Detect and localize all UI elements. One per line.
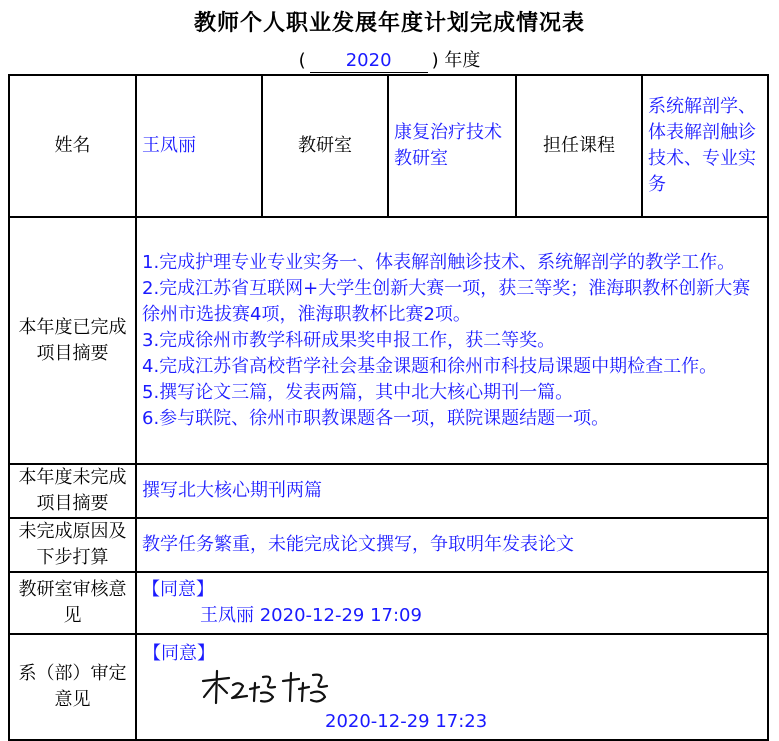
completed-item: 4.完成江苏省高校哲学社会基金课题和徐州市科技局课题中期检查工作。 [142, 355, 718, 377]
uncompleted-label: 本年度未完成项目摘要 [9, 464, 136, 518]
dept-review-tag: 【同意】 [143, 643, 215, 664]
completed-value[interactable] [136, 217, 768, 464]
name-label: 姓名 [9, 75, 136, 217]
dept-review-row [9, 634, 768, 740]
office-reviewer: 王凤丽 [200, 605, 254, 626]
reason-value[interactable]: 教学任务繁重，未能完成论文撰写，争取明年发表论文 [136, 518, 768, 572]
handwritten-signature [199, 667, 349, 707]
dept-value[interactable]: 康复治疗技术教研室 [388, 75, 516, 217]
course-value[interactable]: 系统解剖学、体表解剖触诊技术、专业实务 [642, 75, 768, 217]
completed-item: 3.完成徐州市教学科研成果奖申报工作，获二等奖。 [142, 329, 556, 351]
dept-review-value[interactable] [136, 634, 768, 740]
office-review-label: 教研室审核意见 [9, 572, 136, 634]
office-review-value[interactable] [136, 572, 768, 634]
year-value[interactable]: 2020 [310, 50, 428, 73]
header-row [9, 75, 768, 217]
year-close: ) [431, 50, 439, 71]
uncompleted-row [9, 464, 768, 518]
completed-item: 5.撰写论文三篇，发表两篇，其中北大核心期刊一篇。 [142, 381, 574, 403]
name-value[interactable]: 王凤丽 [136, 75, 262, 217]
office-review-datetime: 2020-12-29 17:09 [259, 605, 422, 626]
reason-row [9, 518, 768, 572]
course-label: 担任课程 [516, 75, 642, 217]
uncompleted-value[interactable]: 撰写北大核心期刊两篇 [136, 464, 768, 518]
reason-label: 未完成原因及下步打算 [9, 518, 136, 572]
form-title: 教师个人职业发展年度计划完成情况表 [193, 11, 585, 36]
plan-table [8, 74, 769, 741]
completed-item: 2.完成江苏省互联网+大学生创新大赛一项，获三等奖；淮海职教杯创新大赛徐州市选拔赛4项，淮海职教杯比赛2项。 [142, 277, 751, 325]
dept-review-datetime: 2020-12-29 17:23 [325, 711, 488, 732]
completed-label: 本年度已完成项目摘要 [9, 217, 136, 464]
dept-label: 教研室 [262, 75, 388, 217]
completed-row [9, 217, 768, 464]
dept-review-label: 系（部）审定意见 [9, 634, 136, 740]
completed-item: 1.完成护理专业专业实务一、体表解剖触诊技术、系统解剖学的教学工作。 [142, 251, 736, 273]
year-line [0, 46, 779, 73]
completed-item: 6.参与联院、徐州市职教课题各一项，联院课题结题一项。 [142, 407, 610, 429]
year-open: ( [298, 50, 306, 71]
office-review-tag: 【同意】 [142, 579, 214, 600]
office-review-row [9, 572, 768, 634]
year-suffix: 年度 [444, 50, 481, 71]
